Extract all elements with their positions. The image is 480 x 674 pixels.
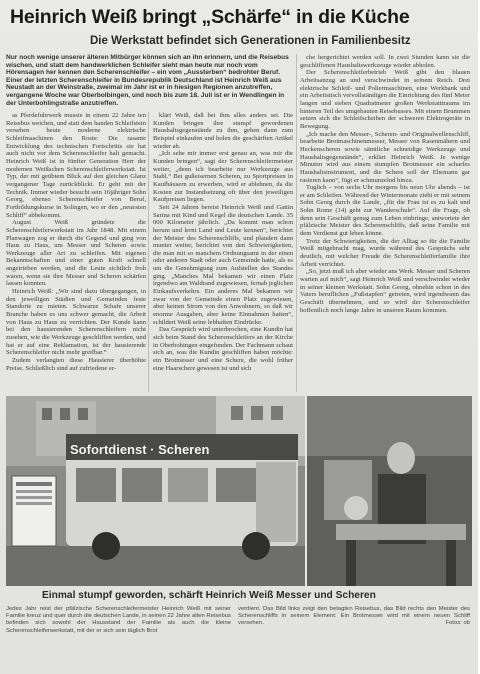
paragraph: Trotz der Schwierigkeiten, die der Alltag so für die Familie Weiß mitgebracht mag, wurde während des Gesprächs sehr deutlich, mit welcher Freude die Scherenschleiferfamilie ihre Arbeit verrichtet. [300,237,470,268]
photo-credit: Fotos: ob [445,620,470,627]
column-divider-1 [148,112,149,392]
paragraph: „Ich sehe mir immer erst genau an, was mir die Kunden bringen“, sagt der Scherenschleifermeister weiter, „denn ich bearbeite nur Werkzeuge aus Stahl.“ Bei gußeisernen Scheren, zu Sportpreisen in Kaufhäusern zu erwerben, wird er ablehnen, da die Kosten zur Instandsetzung oft über den jeweiligen Kaufpreisen liegen. [153,150,293,204]
column-1 [6,112,146,402]
column-2 [153,112,293,374]
paragraph: as Pferdefuhrwerk musste in einem 22 Jahre ten Reisebus weichen, und statt dem handen Schleifstein versehen heute moderne elektrische Schleifmaschinen den Roste: Die rasante Entwicklung des technischen Fortschritts sie hat auch nicht vor dem Scherenschleifer halt gemacht. Heinrich Weiß ist in fünfter Generation Herr der modernen Weißschen Scherenschleiferwerkstatt. Ist Typ, der mit geübtem Blick auf den gleichen Glanz vergangener Tage zurückblickt. Er geht mit der Technik. Immer wieder besucht sein 16jähriger Sohn Georg, ebenso Scherenschleifer von Beruf, Fortbildungskurse in Solingen, wo er den „neuesten Schliff“ abbekommt. [6,112,146,219]
lead-paragraph: Nur noch wenige unserer älteren Mitbürger können sich an ihn erinnern, und die Reisebus wischen, und statt dem handwerklichen Schleifer sieht man heute nur noch vom Hörensagen her kennen den Scherenschleifer – ein vom „Aussterben“ bedrohter Beruf. Einer der letzten Scherenschleifer in Bundesrepublik Deutschland ist Heinrich Weiß aus Neustadt an der Weinstraße, zweimal im Jahr ist er in hiesigen Regionen anzutreffen, vergangene Woche war Oberbolbingen, und noch bis zum 18. Juli ist er in Wendlingen in der Unterbohlingstraße anzutreffen. [6,54,289,107]
photo-caption-right [238,606,470,628]
column-3 [300,54,470,402]
article-photo [6,396,472,586]
subheadline: Die Werkstatt befindet sich Generationen in Familienbesitz [90,35,411,47]
paragraph: Seit 24 Jahren bereist Heinrich Weiß und Gattin Sarina mit Kind und Kegel die deutschen Lande. 35 000 Kilometer jährlich. „Da kommt man schon herum und lernt Land und Leute kennen“, berichtet der Meister des Scherenschliffs, und plaudert dann munter weiter, berichtet von den Schwierigkeiten, die man mit so manchem Ordnungsamt in der einen oder anderen Stadt oder auch Gemeinde hatte, als es um die Genehmigung zum Aufstellen des Standes ging. „Manches Mal bekamen wir einen Platz irgendwo am Waldrand zugewiesen, fernab jeglichen Einkaufsverkehrs. Ein anderes Mal bekamen wir zwar von der Gemeinde einen Platz zugewiesen, aber keinen Strom von den Anwohnern, so daß wir enorme Ausgaben, aber keine Einnahmen hatten“, schildert Weiß seine lebhaften Eindrücke. [153,203,293,326]
paragraph: August Weiß gründete die Scherenschleiferwerkstatt im Jahr 1848. Mit einem Planwagen zog er durch die Gegend und ging von Haus zu Haus, um Messer und Scheren sowie Werkzeuge aller Art zu schleifen. Mit eigenen Bekanntschaften und einer guten Kraft schnell angetrieben werden, und die Leute sichtlich froh waren, wenn sie ihre Messer und Scheren schärfen lassen konnten. [6,219,146,288]
photo-caption-left: Jedes Jahr reist der pfälzische Scherenschleifermeister Heinrich Weiß mit seiner Familie kreuz und quer durch die deutschen Lande, in seinen 22 Jahre alten Reisebus befinden sich sowohl der Hausstand der Familie als auch die kleine Scherenschleiferwerkstatt, mit der er sich sein täglich Brot [6,606,231,634]
paragraph: Heinrich Weiß: „Wir sind dazu übergegangen, in den jeweiligen Städten und Gemeinden feste Standorte zu mieten. Schwarze Schafe unserer Branche haben es uns schwer gemacht, die Arbeit von Haus zu Haus zu verrichten. Der Kunde kann bei den hausierenden Scherenschleifern nicht zusehen, wie die Werkzeuge geschliffen werden, und hat er auf eine Reklamation, ist der hausierende Scherenschleifer nicht mehr greifbar.“ [6,288,146,357]
paragraph: Zudem verlangten diese Hausierer überhöhte Preise. Schließlich sind auf zufriedene er- [6,357,146,372]
paragraph: Der Scherenschleiferbetrieb Weiß gibt den blauen Arbeitsanzug an und verschwindet in seinem Reich. Drei elektrische Schleif- und Poliermaschinen, eine Werkbank und ein Arbeitstisch vervollständigen die Einrichtung des fünf Meter langen und sieben Quadratmeter großen Werkstatttraums im hinteren Teil des umgebauten Reisebusses. Mit einem Brummen setzen sich die Schleifscheiben der schweren Elektrogeräte in Bewegung. [300,69,470,130]
paragraph: che hergerichtet werden soll. In zwei Stunden kann sie die geschliffenen Haushaltswerkzeuge wieder abholen. [300,54,470,69]
van-sign-text: Sofortdienst · Scheren [70,442,210,457]
paragraph: Tuglich – von sechs Uhr morgens bis neun Uhr abends – ist er am Schleifen. Während der Wintermonate zieht er mit seinem Sohn Georg durch die Lande, „für die Frau ist es zu kalt und Sohn Rome (14) geht zur Wanderschule“. Auf die Frage, ob denn sein Geschäft genug zum Leben einbringe, antwortete der pfälzische Meister des Scherenschliffs, daß seine Familie mit dem Verdienst gut leben könne. [300,184,470,238]
photo-illustration [6,396,472,586]
paragraph: „Ich mache den Messer-, Scheren- und Originalwellenschliff, bearbeite Brotmaschinenmesser, Messer von Rasenmähern und Heckenscheren sowie sämtliche schneidige Werkzeuge und Haushaltsgegenstände“, erklärt Heinrich Weiß. Je wenige Minuten wird aus einem stumpfen Brotmesser ein scharfes Haushaltsinstrument, und die Schere soll der Ehemann gar rasieren kann“, fügt er schmunzelnd hinzu. [300,130,470,184]
headline: Heinrich Weiß bringt „Schärfe“ in die Küche [10,6,410,28]
paragraph: Das Gespräch wird unterbrochen, eine Kundin hat sich beim Stand des Scherenschleifers an der Kirche in Oberbohingen eingefunden. Der Fachmann schaut sich an, was die Kundin geschliffen haben möchte: ein Brotmesser und eine Schere, die wohl früher eine Haarschere gewesen ist und sich [153,326,293,372]
paragraph: „So, jetzt muß ich aber wieder ans Werk. Messer und Scheren warten auf mich“, sagt Heinrich Weiß und verschwindet wieder in seiner kleinen Werkstatt. Sohn Georg, ohnehin schon in des Vaters beruflichen „Fußstapfen“ getreten, wird irgendwann das Geschäft übernehmen, und so wird der Scherenschleifer hoffentlich noch lange Jahre in unseren Raum kommen. [300,268,470,314]
column-divider-2 [296,54,297,392]
paragraph: klärt Weiß, daß bei ihm alles anders sei. Die Kunden bringen ihre stumpf gewordenen Haushaltsgegenstände zu ihm, gehen dann zum Beispiel einkaufen und holen die geschärften Artikel wieder ab. [153,112,293,150]
caption-right-text: verdient. Das Bild links zeigt den betagten Reisebus, das Bild rechts den Meister des Scherenschliffs in seinem Element: Ein Brotmesser wird mit einem neuen Schliff versehen. [238,606,470,627]
photo-caption-title: Einmal stumpf geworden, schärft Heinrich Weiß Messer und Scheren [42,590,376,601]
